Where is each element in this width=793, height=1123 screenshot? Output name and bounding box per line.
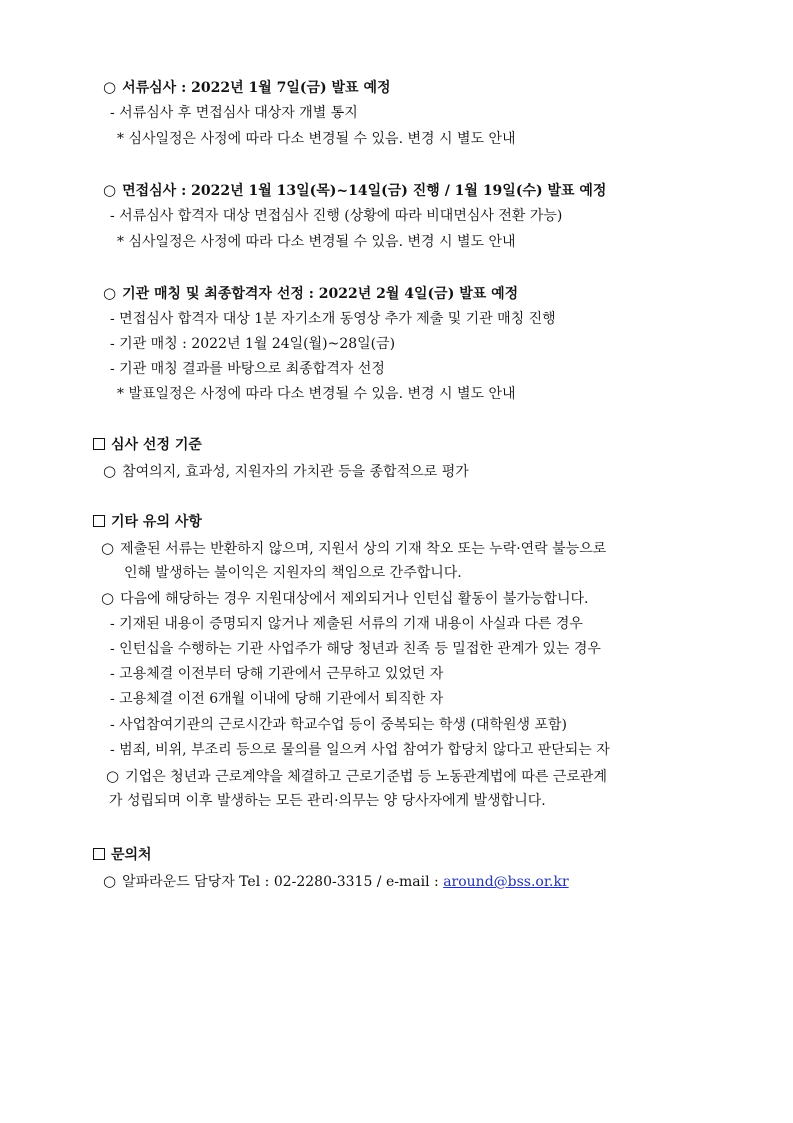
title-text: 심사 선정 기준 (111, 437, 202, 453)
heading-text: 기관 매칭 및 최종합격자 선정 : 2022년 2월 4일(금) 발표 예정 (122, 286, 519, 302)
heading-text: 면접심사 : 2022년 1월 13일(목)~14일(금) 진행 / 1월 19일(수) 발표 예정 (122, 183, 607, 199)
contact-line (103, 872, 569, 891)
circle-bullet-icon: ○ (103, 462, 117, 480)
note-paragraph (101, 589, 588, 608)
contact-email-link[interactable]: around@bss.or.kr (443, 874, 569, 890)
title-text: 문의처 (111, 847, 152, 863)
paragraph-text: 제출된 서류는 반환하지 않으며, 지원서 상의 기재 착오 또는 누락·연락 불능으로 (120, 541, 607, 557)
list-item: - 서류심사 후 면접심사 대상자 개별 통지 (110, 105, 358, 121)
paragraph-text: 기업은 청년과 근로계약을 체결하고 근로기준법 등 노동관계법에 따른 근로관계 (125, 769, 607, 785)
circle-bullet-icon: ○ (101, 539, 115, 557)
section-title-contact (93, 846, 152, 864)
heading-text: 서류심사 : 2022년 1월 7일(금) 발표 예정 (122, 80, 391, 96)
list-item: - 고용체결 이전 6개월 이내에 당해 기관에서 퇴직한 자 (110, 691, 444, 707)
checkbox-square-icon (93, 515, 105, 527)
list-item: - 면접심사 합격자 대상 1분 자기소개 동영상 추가 제출 및 기관 매칭 진행 (110, 311, 556, 327)
list-item: - 인턴십을 수행하는 기관 사업주가 해당 청년과 친족 등 밀접한 관계가 있는 경우 (110, 641, 601, 657)
section-title-criteria (93, 436, 202, 454)
schedule-heading-matching (103, 284, 518, 303)
note-item: * 심사일정은 사정에 따라 다소 변경될 수 있음. 변경 시 별도 안내 (117, 234, 516, 250)
list-item: - 기관 매칭 결과를 바탕으로 최종합격자 선정 (110, 361, 385, 377)
circle-bullet-icon: ○ (103, 181, 117, 199)
circle-bullet-icon: ○ (103, 78, 117, 96)
list-item: - 서류심사 합격자 대상 면접심사 진행 (상황에 따라 비대면심사 전환 가능) (110, 208, 563, 224)
schedule-heading-document-review (103, 78, 391, 97)
circle-bullet-icon: ○ (103, 284, 117, 302)
checkbox-square-icon (93, 848, 105, 860)
list-item: - 범죄, 비위, 부조리 등으로 물의를 일으켜 사업 참여가 합당치 않다고 판단되는 자 (110, 742, 610, 758)
note-item: * 발표일정은 사정에 따라 다소 변경될 수 있음. 변경 시 별도 안내 (117, 386, 516, 402)
circle-bullet-icon: ○ (106, 767, 120, 785)
section-title-notes (93, 513, 202, 531)
paragraph-text: 다음에 해당하는 경우 지원대상에서 제외되거나 인턴십 활동이 불가능합니다. (120, 591, 589, 607)
contact-text: 알파라운드 담당자 Tel : 02-2280-3315 / e-mail : (122, 874, 444, 890)
item-text: 참여의지, 효과성, 지원자의 가치관 등을 종합적으로 평가 (122, 464, 469, 480)
title-text: 기타 유의 사항 (111, 514, 202, 530)
list-item: - 고용체결 이전부터 당해 기관에서 근무하고 있었던 자 (110, 666, 444, 682)
paragraph-continuation: 가 성립되며 이후 발생하는 모든 관리·의무는 양 당사자에게 발생합니다. (109, 793, 546, 809)
paragraph-continuation: 인해 발생하는 불이익은 지원자의 책임으로 간주합니다. (124, 565, 462, 581)
note-paragraph (101, 539, 606, 558)
criteria-item (103, 462, 469, 481)
list-item: - 기재된 내용이 증명되지 않거나 제출된 서류의 기재 내용이 사실과 다른 경우 (110, 616, 583, 632)
schedule-heading-interview (103, 181, 606, 200)
checkbox-square-icon (93, 438, 105, 450)
note-item: * 심사일정은 사정에 따라 다소 변경될 수 있음. 변경 시 별도 안내 (117, 131, 516, 147)
circle-bullet-icon: ○ (103, 872, 117, 890)
list-item: - 사업참여기관의 근로시간과 학교수업 등이 중복되는 학생 (대학원생 포함) (110, 717, 567, 733)
list-item: - 기관 매칭 : 2022년 1월 24일(월)~28일(금) (110, 336, 396, 352)
note-paragraph (106, 767, 607, 786)
circle-bullet-icon: ○ (101, 589, 115, 607)
